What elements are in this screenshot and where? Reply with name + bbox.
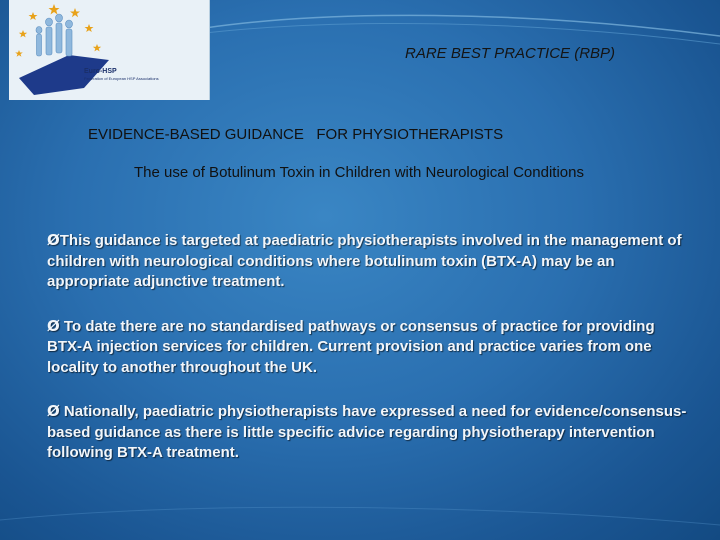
guidance-subheading: The use of Botulinum Toxin in Children with Neurological Conditions bbox=[134, 164, 584, 181]
bullet-text: This guidance is targeted at paediatric physiotherapists involved in the management of children with neurological conditions where botulinum toxin (BTX-A) may be an appropriate adjunctive treatment. bbox=[47, 232, 682, 290]
logo-name: Euro-HSP bbox=[84, 68, 117, 75]
guidance-heading: EVIDENCE-BASED GUIDANCE FOR PHYSIOTHERAPISTS bbox=[88, 126, 504, 143]
bullet-list bbox=[47, 230, 687, 487]
arrow-bullet-icon: Ø bbox=[47, 402, 60, 420]
bullet-text: To date there are no standardised pathways or consensus of practice for providing BTX-A injection services for children. Current provision and practice varies from one locality to another throughout the UK. bbox=[47, 317, 655, 376]
bullet-item bbox=[47, 230, 687, 293]
euro-hsp-logo bbox=[9, 0, 210, 100]
rbp-title: RARE BEST PRACTICE (RBP) bbox=[405, 45, 616, 62]
logo-subtitle: Federation of European HSP Associations bbox=[84, 76, 159, 81]
arrow-bullet-icon: Ø bbox=[47, 231, 60, 249]
logo-graphic bbox=[9, 0, 209, 100]
bullet-text: Nationally, paediatric physiotherapists have expressed a need for evidence/consensus-based guidance as there is little specific advice regarding physiotherapy intervention following BTX-A treatment. bbox=[47, 403, 687, 461]
bullet-item bbox=[47, 316, 687, 379]
bullet-item bbox=[47, 401, 687, 464]
arrow-bullet-icon: Ø bbox=[47, 316, 60, 335]
